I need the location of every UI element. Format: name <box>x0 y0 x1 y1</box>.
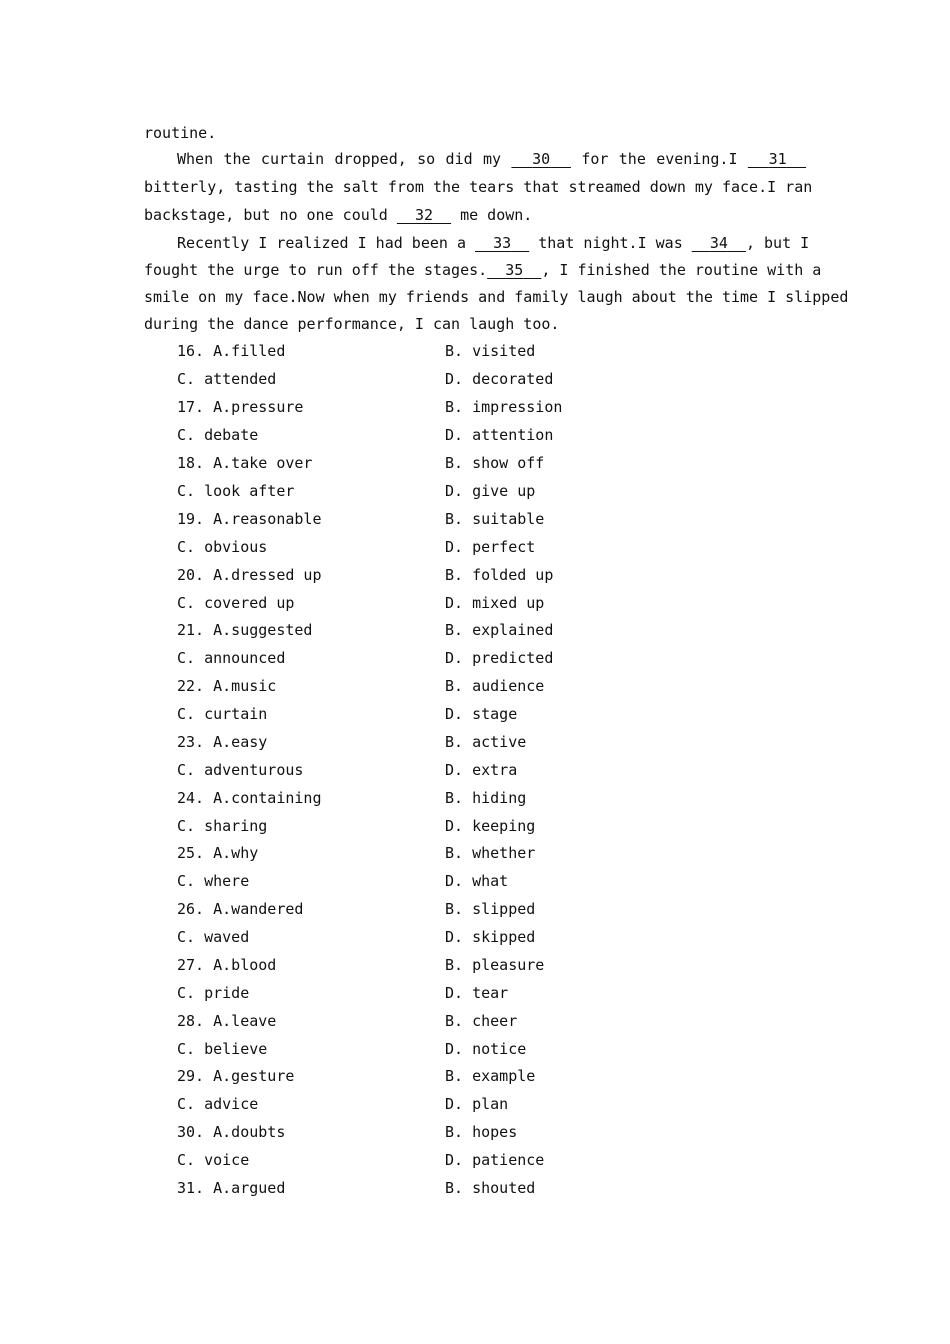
option-17-c: C. debate <box>177 426 259 444</box>
option-16-c: C. attended <box>177 370 277 388</box>
option-22-d: D. stage <box>445 705 518 723</box>
option-16-a: 16. A.filled <box>177 342 286 360</box>
option-19-c: C. obvious <box>177 538 268 556</box>
option-24-b: B. hiding <box>445 789 527 807</box>
option-20-c: C. covered up <box>177 594 295 612</box>
option-26-a: 26. A.wandered <box>177 900 304 918</box>
option-31-a: 31. A.argued <box>177 1179 286 1197</box>
blank-35: 35 <box>505 261 524 279</box>
option-21-d: D. predicted <box>445 649 554 667</box>
passage-line-4: backstage, but no one could 32 me down. <box>144 206 533 224</box>
option-23-a: 23. A.easy <box>177 733 268 751</box>
option-29-a: 29. A.gesture <box>177 1067 295 1085</box>
passage-line-6: fought the urge to run off the stages. 35 , I finished the routine with a <box>144 261 822 279</box>
option-20-a: 20. A.dressed up <box>177 566 322 584</box>
option-24-a: 24. A.containing <box>177 789 322 807</box>
option-29-c: C. advice <box>177 1095 259 1113</box>
option-20-b: B. folded up <box>445 566 554 584</box>
option-30-d: D. patience <box>445 1151 545 1169</box>
blank-33: 33 <box>493 234 512 252</box>
option-27-d: D. tear <box>445 984 509 1002</box>
option-23-d: D. extra <box>445 761 518 779</box>
option-26-c: C. waved <box>177 928 250 946</box>
option-28-d: D. notice <box>445 1040 527 1058</box>
passage-line-8: during the dance performance, I can laugh too. <box>144 315 560 333</box>
option-21-b: B. explained <box>445 621 554 639</box>
option-18-b: B. show off <box>445 454 545 472</box>
option-17-b: B. impression <box>445 398 563 416</box>
option-28-a: 28. A.leave <box>177 1012 277 1030</box>
option-29-d: D. plan <box>445 1095 509 1113</box>
option-23-b: B. active <box>445 733 527 751</box>
option-26-b: B. slipped <box>445 900 536 918</box>
option-17-d: D. attention <box>445 426 554 444</box>
option-18-c: C. look after <box>177 482 295 500</box>
option-22-a: 22. A.music <box>177 677 277 695</box>
option-24-c: C. sharing <box>177 817 268 835</box>
option-19-b: B. suitable <box>445 510 545 528</box>
option-19-d: D. perfect <box>445 538 536 556</box>
blank-30: 30 <box>532 150 551 168</box>
option-30-b: B. hopes <box>445 1123 518 1141</box>
option-22-c: C. curtain <box>177 705 268 723</box>
option-23-c: C. adventurous <box>177 761 304 779</box>
option-25-b: B. whether <box>445 844 536 862</box>
option-19-a: 19. A.reasonable <box>177 510 322 528</box>
option-16-b: B. visited <box>445 342 536 360</box>
option-18-a: 18. A.take over <box>177 454 313 472</box>
option-27-b: B. pleasure <box>445 956 545 974</box>
option-28-c: C. believe <box>177 1040 268 1058</box>
option-30-c: C. voice <box>177 1151 250 1169</box>
option-18-d: D. give up <box>445 482 536 500</box>
passage-line-5: Recently I realized I had been a 33 that night.I was 34 , but I <box>177 234 810 252</box>
blank-32: 32 <box>414 206 433 224</box>
option-21-a: 21. A.suggested <box>177 621 313 639</box>
option-27-a: 27. A.blood <box>177 956 277 974</box>
option-27-c: C. pride <box>177 984 250 1002</box>
passage-line-3: bitterly, tasting the salt from the tears that streamed down my face.I ran <box>144 178 813 196</box>
blank-31: 31 <box>768 150 787 168</box>
option-24-d: D. keeping <box>445 817 536 835</box>
passage-line-7: smile on my face.Now when my friends and family laugh about the time I slipped <box>144 288 849 306</box>
option-20-d: D. mixed up <box>445 594 545 612</box>
option-16-d: D. decorated <box>445 370 554 388</box>
option-25-a: 25. A.why <box>177 844 259 862</box>
passage-line-1: routine. <box>144 124 217 142</box>
option-17-a: 17. A.pressure <box>177 398 304 416</box>
option-22-b: B. audience <box>445 677 545 695</box>
option-21-c: C. announced <box>177 649 286 667</box>
passage-line-2: When the curtain dropped, so did my 30 for the evening.I 31 <box>177 149 806 169</box>
option-29-b: B. example <box>445 1067 536 1085</box>
option-28-b: B. cheer <box>445 1012 518 1030</box>
option-25-c: C. where <box>177 872 250 890</box>
option-25-d: D. what <box>445 872 509 890</box>
option-31-b: B. shouted <box>445 1179 536 1197</box>
blank-34: 34 <box>709 234 728 252</box>
option-30-a: 30. A.doubts <box>177 1123 286 1141</box>
option-26-d: D. skipped <box>445 928 536 946</box>
